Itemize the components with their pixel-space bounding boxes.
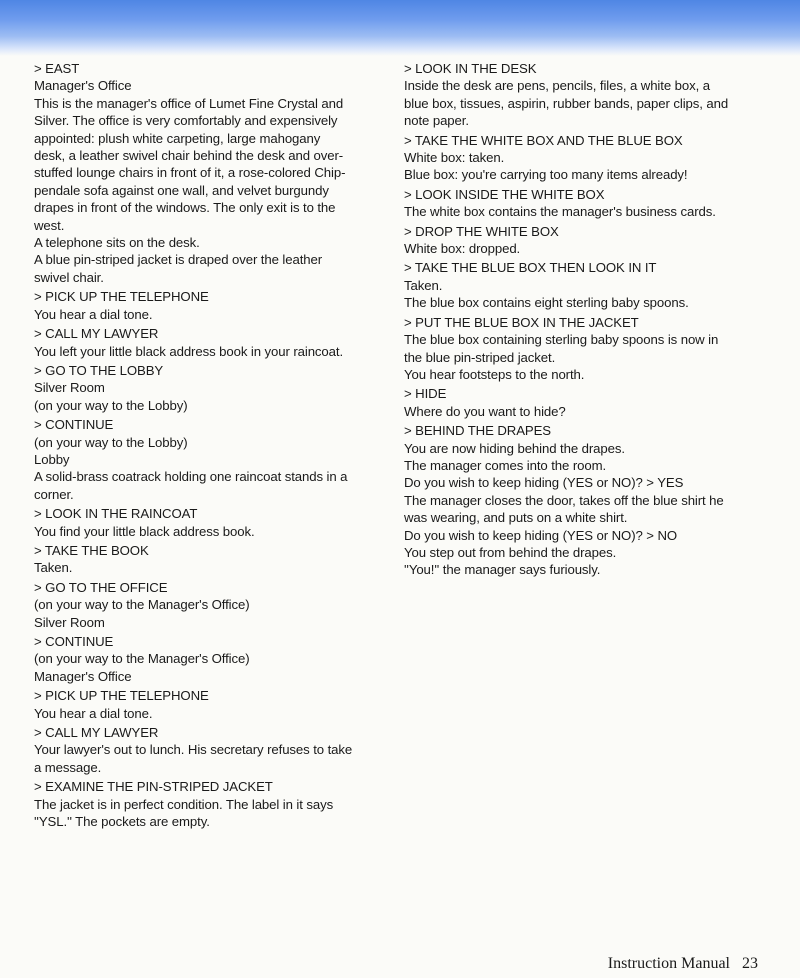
command-line: > TAKE THE WHITE BOX AND THE BLUE BOX bbox=[404, 132, 683, 148]
response-line: You hear a dial tone. bbox=[34, 306, 153, 322]
response-line: A solid-brass coatrack holding one raincoat stands in a bbox=[34, 469, 348, 485]
command-line: > HIDE bbox=[404, 386, 447, 402]
command-line: > CALL MY LAWYER bbox=[34, 725, 159, 741]
command-line: > TAKE THE BOOK bbox=[34, 542, 149, 558]
response-line: blue box, tissues, aspirin, rubber bands, paper clips, and bbox=[404, 95, 729, 111]
response-line: Lobby bbox=[34, 451, 70, 467]
response-line: Do you wish to keep hiding (YES or NO)? > NO bbox=[404, 527, 678, 543]
response-line: The manager closes the door, takes off the blue shirt he bbox=[404, 492, 724, 508]
left-column bbox=[34, 60, 386, 830]
response-line: (on your way to the Lobby) bbox=[34, 397, 188, 413]
response-line: The jacket is in perfect condition. The label in it says bbox=[34, 796, 334, 812]
page-number: 23 bbox=[742, 955, 758, 972]
response-line: was wearing, and puts on a white shirt. bbox=[404, 510, 628, 526]
response-line: Where do you want to hide? bbox=[404, 403, 566, 419]
response-line: corner. bbox=[34, 486, 74, 502]
command-line: > PICK UP THE TELEPHONE bbox=[34, 688, 209, 704]
command-line: > GO TO THE LOBBY bbox=[34, 362, 164, 378]
response-line: The white box contains the manager's business cards. bbox=[404, 204, 716, 220]
command-line: > LOOK IN THE DESK bbox=[404, 61, 537, 76]
response-line: You hear a dial tone. bbox=[34, 705, 153, 721]
right-column bbox=[404, 60, 768, 579]
command-line: > GO TO THE OFFICE bbox=[34, 579, 168, 595]
response-line: ''You!'' the manager says furiously. bbox=[404, 562, 601, 578]
response-line: Taken. bbox=[404, 277, 443, 293]
command-line: > LOOK IN THE RAINCOAT bbox=[34, 506, 198, 522]
response-line: You are now hiding behind the drapes. bbox=[404, 440, 625, 456]
response-line: A telephone sits on the desk. bbox=[34, 235, 200, 251]
response-line: Silver Room bbox=[34, 380, 105, 396]
command-line: > LOOK INSIDE THE WHITE BOX bbox=[404, 186, 605, 202]
response-line: Silver Room bbox=[34, 614, 105, 630]
response-line: White box: taken. bbox=[404, 150, 505, 166]
response-line: You left your little black address book in your raincoat. bbox=[34, 343, 344, 359]
response-line: the blue pin-striped jacket. bbox=[404, 349, 556, 365]
command-line: > CONTINUE bbox=[34, 634, 114, 649]
command-line: > EXAMINE THE PIN-STRIPED JACKET bbox=[34, 779, 273, 795]
command-line: > EAST bbox=[34, 61, 80, 76]
command-line: > PICK UP THE TELEPHONE bbox=[34, 289, 209, 305]
command-line: > BEHIND THE DRAPES bbox=[404, 423, 551, 439]
response-line: ''YSL.'' The pockets are empty. bbox=[34, 814, 210, 830]
top-color-band bbox=[0, 0, 800, 56]
response-line: The blue box contains eight sterling baby spoons. bbox=[404, 295, 689, 311]
response-line: Inside the desk are pens, pencils, files, a white box, a bbox=[404, 78, 710, 94]
response-line: Taken. bbox=[34, 560, 73, 576]
response-line: appointed: plush white carpeting, large mahogany bbox=[34, 130, 321, 146]
response-line: (on your way to the Manager's Office) bbox=[34, 597, 250, 613]
command-line: > TAKE THE BLUE BOX THEN LOOK IN IT bbox=[404, 260, 657, 276]
response-line: note paper. bbox=[404, 113, 469, 129]
command-line: > CALL MY LAWYER bbox=[34, 326, 159, 342]
response-line: pendale sofa against one wall, and velvet burgundy bbox=[34, 182, 329, 198]
response-line: You step out from behind the drapes. bbox=[404, 544, 617, 560]
response-line: swivel chair. bbox=[34, 269, 104, 285]
response-line: (on your way to the Manager's Office) bbox=[34, 651, 250, 667]
response-line: Silver. The office is very comfortably and expensively bbox=[34, 113, 338, 129]
page-footer bbox=[608, 955, 758, 973]
response-line: This is the manager's office of Lumet Fine Crystal and bbox=[34, 95, 344, 111]
command-line: > PUT THE BLUE BOX IN THE JACKET bbox=[404, 314, 639, 330]
response-line: Do you wish to keep hiding (YES or NO)? > YES bbox=[404, 475, 684, 491]
response-line: White box: dropped. bbox=[404, 241, 521, 257]
response-line: drapes in front of the windows. The only exit is to the bbox=[34, 200, 336, 216]
response-line: Blue box: you're carrying too many items already! bbox=[404, 167, 688, 183]
footer-title: Instruction Manual bbox=[607, 955, 730, 972]
response-line: Manager's Office bbox=[34, 668, 132, 684]
response-line: Manager's Office bbox=[34, 78, 132, 94]
response-line: You find your little black address book. bbox=[34, 523, 255, 539]
response-line: The blue box containing sterling baby spoons is now in bbox=[404, 332, 719, 348]
response-line: a message. bbox=[34, 759, 102, 775]
command-line: > DROP THE WHITE BOX bbox=[404, 223, 559, 239]
response-line: (on your way to the Lobby) bbox=[34, 434, 188, 450]
response-line: You hear footsteps to the north. bbox=[404, 366, 585, 382]
response-line: west. bbox=[34, 217, 65, 233]
response-line: The manager comes into the room. bbox=[404, 457, 607, 473]
response-line: desk, a leather swivel chair behind the desk and over- bbox=[34, 148, 344, 164]
response-line: A blue pin-striped jacket is draped over the leather bbox=[34, 252, 323, 268]
command-line: > CONTINUE bbox=[34, 417, 114, 433]
response-line: stuffed lounge chairs in front of it, a rose-colored Chip- bbox=[34, 165, 346, 181]
response-line: Your lawyer's out to lunch. His secretary refuses to take bbox=[34, 742, 353, 758]
